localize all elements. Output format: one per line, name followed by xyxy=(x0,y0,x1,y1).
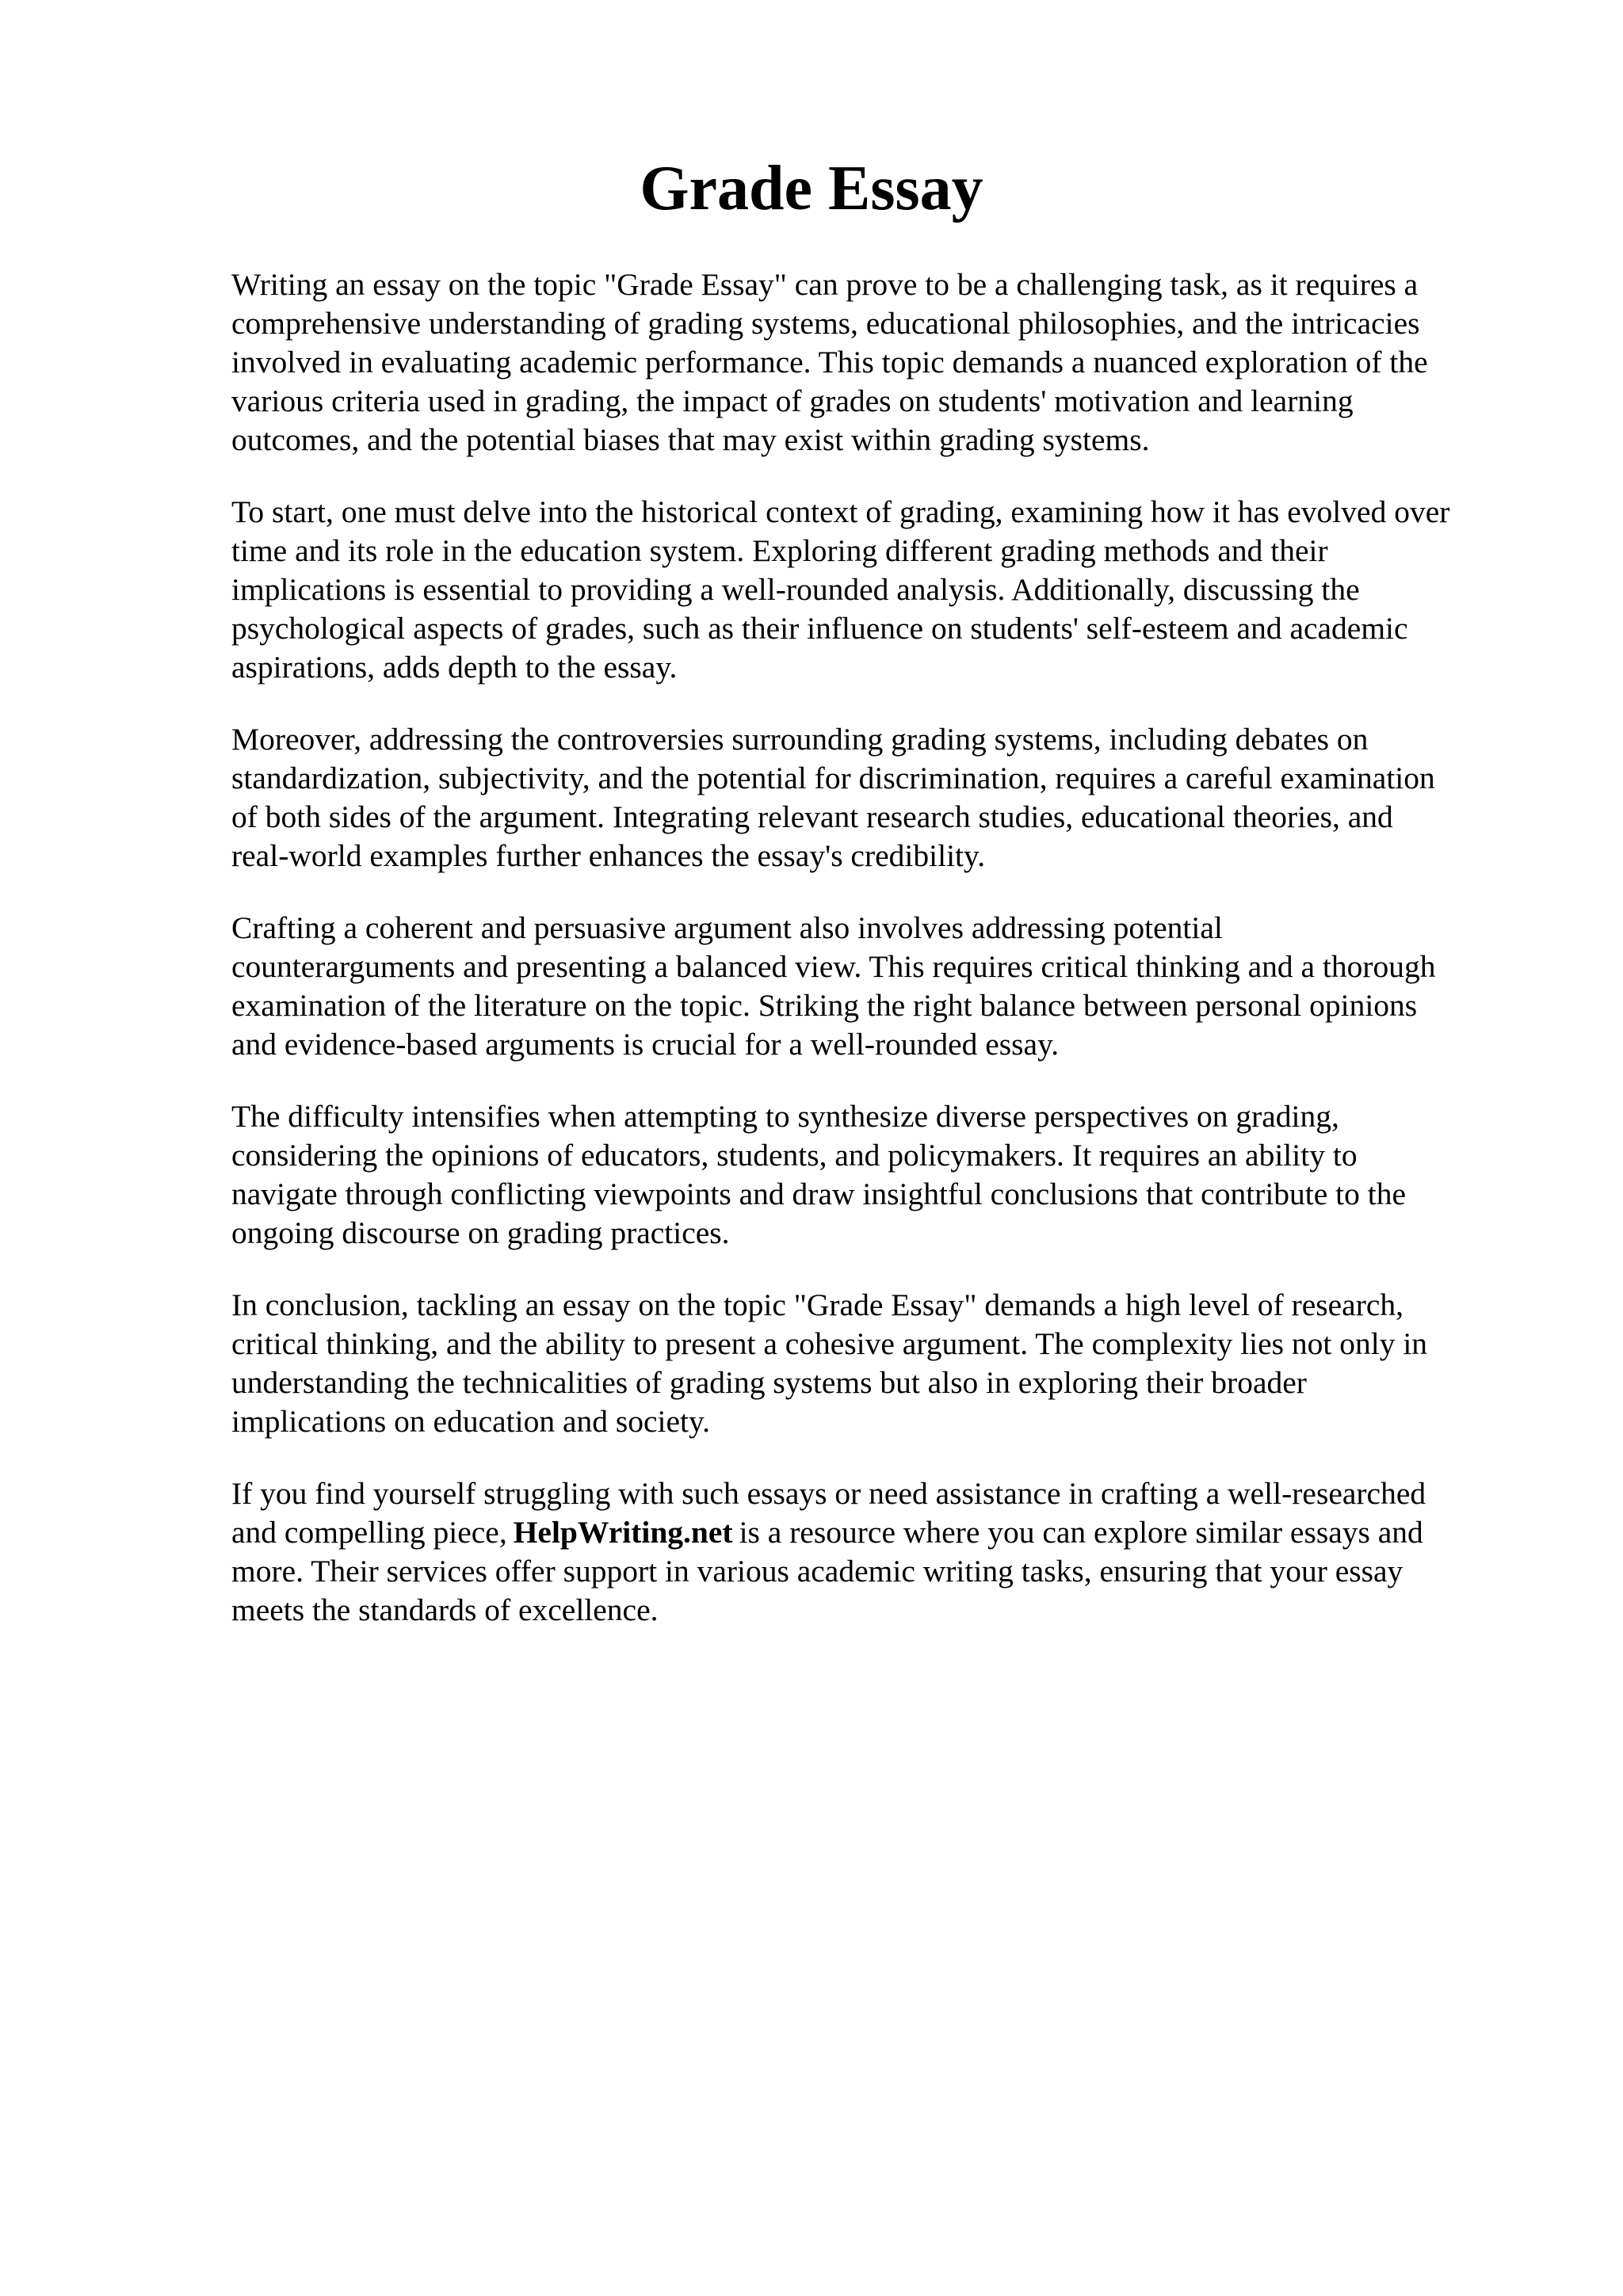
text-line: time and its role in the education system. Exploring different grading methods and their xyxy=(231,533,1328,568)
text-line: outcomes, and the potential biases that may exist within grading systems. xyxy=(231,422,1150,457)
text-line: To start, one must delve into the historical context of grading, examining how it has evolved over xyxy=(231,494,1450,529)
paragraph-3 xyxy=(231,720,1515,875)
text-line: standardization, subjectivity, and the potential for discrimination, requires a careful examination xyxy=(231,761,1435,795)
text-fragment: and compelling piece, xyxy=(231,1515,507,1550)
text-line: real-world examples further enhances the essay's credibility. xyxy=(231,838,986,873)
essay-body xyxy=(231,265,1515,1663)
text-line: aspirations, adds depth to the essay. xyxy=(231,650,678,685)
paragraph-7 xyxy=(231,1474,1515,1630)
text-line: various criteria used in grading, the impact of grades on students' motivation and learning xyxy=(231,383,1354,418)
paragraph-2 xyxy=(231,493,1515,687)
text-line: psychological aspects of grades, such as their influence on students' self-esteem and academic xyxy=(231,611,1408,646)
paragraph-1 xyxy=(231,265,1515,460)
text-line: comprehensive understanding of grading systems, educational philosophies, and the intricacies xyxy=(231,306,1420,341)
text-fragment: is a resource where you can explore similar essays and xyxy=(739,1515,1423,1550)
text-line: The difficulty intensifies when attempting to synthesize diverse perspectives on grading, xyxy=(231,1099,1339,1134)
page-title: Grade Essay xyxy=(640,154,983,223)
text-line: and evidence-based arguments is crucial for a well-rounded essay. xyxy=(231,1027,1060,1062)
text-line: implications on education and society. xyxy=(231,1404,711,1439)
text-line: involved in evaluating academic performance. This topic demands a nuanced exploration of the xyxy=(231,345,1428,379)
text-line: understanding the technicalities of grading systems but also in exploring their broader xyxy=(231,1365,1307,1400)
text-line: examination of the literature on the topic. Striking the right balance between personal opinions xyxy=(231,988,1418,1023)
text-line: In conclusion, tackling an essay on the topic "Grade Essay" demands a high level of research, xyxy=(231,1287,1404,1322)
text-line: Moreover, addressing the controversies surrounding grading systems, including debates on xyxy=(231,722,1369,757)
text-line xyxy=(231,1513,1515,1552)
text-line: counterarguments and presenting a balanced view. This requires critical thinking and a thorough xyxy=(231,949,1436,984)
text-line: Crafting a coherent and persuasive argument also involves addressing potential xyxy=(231,910,1223,945)
text-line: considering the opinions of educators, students, and policymakers. It requires an ability to xyxy=(231,1138,1358,1173)
text-line: of both sides of the argument. Integrating relevant research studies, educational theories, and xyxy=(231,799,1393,834)
text-line: more. Their services offer support in various academic writing tasks, ensuring that your essay xyxy=(231,1554,1403,1589)
text-line: ongoing discourse on grading practices. xyxy=(231,1215,730,1250)
paragraph-4 xyxy=(231,909,1515,1064)
paragraph-6 xyxy=(231,1286,1515,1441)
text-line: Writing an essay on the topic "Grade Essay" can prove to be a challenging task, as it requires a xyxy=(231,267,1419,302)
text-line: navigate through conflicting viewpoints and draw insightful conclusions that contribute to the xyxy=(231,1177,1407,1211)
text-line: meets the standards of excellence. xyxy=(231,1592,659,1627)
brand-name: HelpWriting.net xyxy=(513,1515,733,1550)
text-line: implications is essential to providing a well-rounded analysis. Additionally, discussing the xyxy=(231,572,1360,607)
text-line: If you find yourself struggling with such essays or need assistance in crafting a well-researched xyxy=(231,1476,1426,1511)
paragraph-5 xyxy=(231,1097,1515,1253)
text-line: critical thinking, and the ability to present a cohesive argument. The complexity lies not only in xyxy=(231,1326,1428,1361)
